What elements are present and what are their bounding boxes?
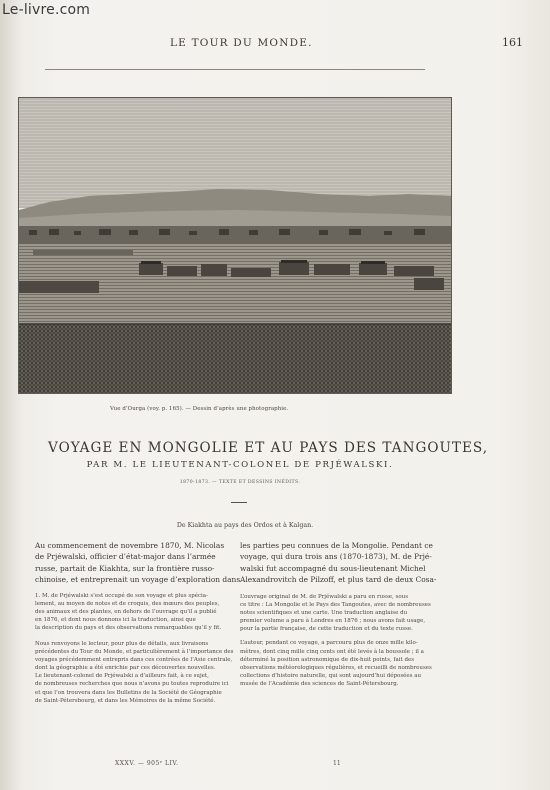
footnote-line: précédentes du Tour du Monde, et particulièrement à l’importance des (35, 649, 234, 656)
article-title: VOYAGE EN MONGOLIE ET AU PAYS DES TANGOUTES, (48, 440, 489, 456)
footnote-line: de nombreuses recherches que nous n’avons pu toutes reproduire ici (35, 681, 229, 688)
watermark: Le-livre.com (2, 2, 91, 18)
footnote-line: Le lieutenant-colonel de Prjéwalski a d’ailleurs fait, à ce sujet, (35, 673, 209, 680)
footnote-line: collections d’histoire naturelle, qui sont aujourd’hui déposées au (240, 672, 422, 679)
footnote-left-continued (35, 640, 245, 705)
body-line: russe, partait de Kiakhta, sur la frontière russo- (35, 563, 215, 573)
footnote-line: dont la géographie a été enrichie par ces découvertes nouvelles. (35, 665, 216, 672)
footnote-line: L’auteur, pendant ce voyage, a parcouru plus de onze mille kilo- (240, 640, 418, 647)
footnote-line: L’ouvrage original de M. de Prjéwalski a paru en russe, sous (240, 594, 409, 600)
body-line: voyage, qui dura trois ans (1870-1873), M. de Prjé- (240, 552, 432, 562)
footer-label: XXXV. — 905ᵉ LIV. (115, 760, 179, 767)
footnote-line: lement, au moyen de notes et de croquis, des mœurs des peuples, (35, 601, 220, 608)
page-number: 161 (502, 36, 523, 49)
footer-signature: 11 (333, 760, 341, 767)
body-line: Alexandrovitch de Pilzoff, et plus tard de deux Cosa- (240, 575, 437, 585)
footnote-line: et que l’on trouvera dans les Bulletins de la Société de Géographie (35, 689, 222, 696)
body-column-right (240, 540, 450, 586)
footnote-left (35, 592, 245, 632)
footnote-line: ce titre : La Mongolie et le Pays des Tangoutes, avec de nombreuses (240, 602, 431, 609)
footnote-line: 1. M. de Prjéwalski s’est occupé de son voyage et plus spécia- (35, 593, 208, 599)
body-line: Au commencement de novembre 1870, M. Nicolas (35, 541, 225, 550)
running-head: LE TOUR DU MONDE. (170, 37, 313, 49)
engraving-illustration (18, 97, 452, 394)
footnote-line: notes scientifiques et une carte. Une traduction anglaise du (240, 610, 408, 617)
footnote-line: de Saint-Pétersbourg, et dans les Mémoires de la même Société. (35, 697, 216, 704)
article-subnote: 1870-1873. — TEXTE ET DESSINS INÉDITS. (179, 480, 301, 485)
footnote-line: premier volume a paru à Londres en 1876 ; nous avons fait usage, (240, 618, 426, 625)
footnote-line: pour la partie française, de cette traduction et du texte russe. (240, 626, 413, 633)
footnote-line: déterminé la position astronomique de dix-huit points, fait des (240, 656, 415, 663)
footnote-line: en 1876, et dont nous donnons ici la traduction, ainsi que (35, 617, 196, 624)
footnote-line: voyages précédemment entrepris dans ces contrées de l’Asie centrale, (35, 657, 233, 664)
footnote-line: des animaux et des plantes, en dehors de l’ouvrage qu’il a publié (35, 609, 217, 616)
body-line: les parties peu connues de la Mongolie. Pendant ce (240, 541, 433, 550)
footnote-line: observations météorologiques régulières, et recueilli de nombreuses (240, 664, 432, 671)
footnote-line: musée de l’Académie des sciences de Saint-Pétersbourg. (240, 680, 399, 687)
section-heading: De Kiakhta au pays des Ordos et à Kalgan. (176, 522, 314, 529)
illustration-caption: Vue d’Ourga (voy. p. 165). — Dessin d’après une photographie. (110, 406, 289, 412)
body-line: walski fut accompagné du sous-lieutenant Michel (240, 563, 426, 573)
header-rule (45, 69, 425, 70)
footnote-line: la description du pays et des observations remarquables qu’il y fit. (35, 625, 222, 632)
footnote-right (240, 593, 450, 688)
body-line: chinoise, et entreprenait un voyage d’exploration dans (35, 575, 241, 585)
body-column-left (35, 540, 245, 586)
body-line: de Prjéwalski, officier d’état-major dans l’armée (35, 552, 216, 562)
footnote-line: Nous renvoyons le lecteur, pour plus de détails, aux livraisons (35, 641, 209, 647)
title-rule (231, 502, 247, 503)
article-byline: PAR M. LE LIEUTENANT-COLONEL DE PRJÉWALSKI. (86, 460, 394, 470)
footnote-line: mètres, dont cinq mille cinq cents ont été levés à la boussole ; il a (240, 648, 424, 655)
